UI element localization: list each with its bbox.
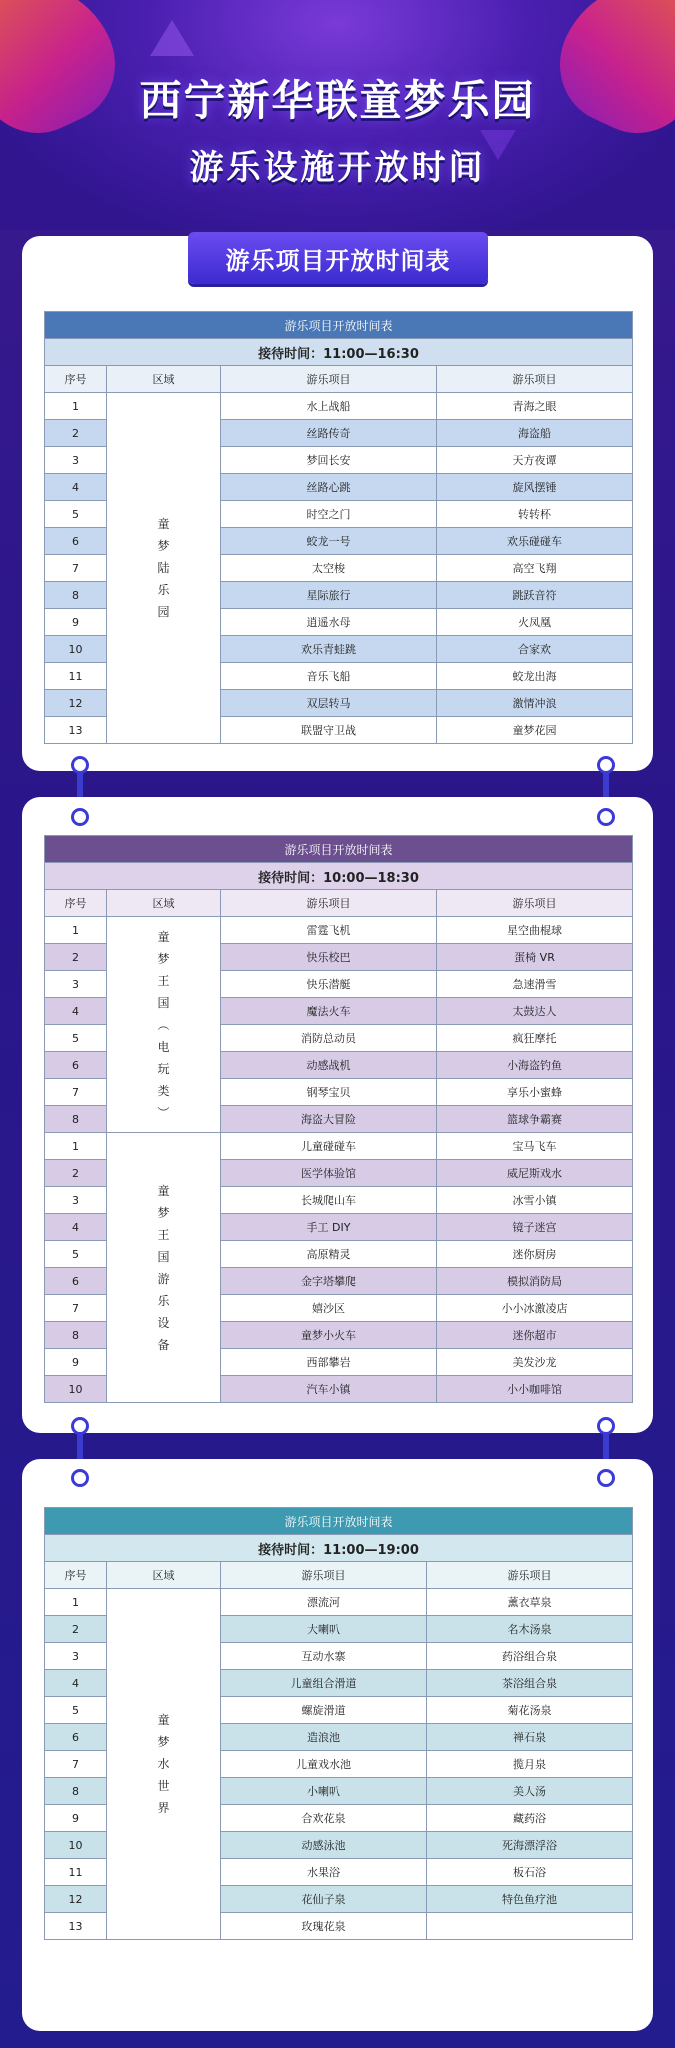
row-number: 2 [45, 944, 107, 971]
col-header-item: 游乐项目 [427, 1562, 633, 1589]
table-title: 游乐项目开放时间表 [45, 1508, 633, 1535]
ride-name: 高原精灵 [221, 1241, 437, 1268]
ride-name: 高空飞翔 [437, 555, 633, 582]
row-number: 5 [45, 1697, 107, 1724]
row-number: 3 [45, 1643, 107, 1670]
schedule-table-3 [44, 1507, 633, 1940]
schedule-card-1 [22, 236, 653, 771]
ride-name: 小小冰激凌店 [437, 1295, 633, 1322]
row-number: 4 [45, 1214, 107, 1241]
row-number: 9 [45, 609, 107, 636]
col-header-item: 游乐项目 [221, 890, 437, 917]
ride-name: 篮球争霸赛 [437, 1106, 633, 1133]
table-title: 游乐项目开放时间表 [45, 836, 633, 863]
row-number: 4 [45, 998, 107, 1025]
row-number: 1 [45, 1133, 107, 1160]
zone-label: 童 梦 王 国 游 乐 设 备 [157, 1183, 170, 1352]
ride-name: 童梦小火车 [221, 1322, 437, 1349]
ride-name: 欢乐碰碰车 [437, 528, 633, 555]
ride-name: 薰衣草泉 [427, 1589, 633, 1616]
row-number: 2 [45, 1160, 107, 1187]
row-number: 11 [45, 1859, 107, 1886]
row-number: 10 [45, 636, 107, 663]
ride-name: 星空曲棍球 [437, 917, 633, 944]
row-number: 10 [45, 1376, 107, 1403]
ride-name: 长城爬山车 [221, 1187, 437, 1214]
page-title: 西宁新华联童梦乐园 [139, 76, 536, 125]
schedule-card-3 [22, 1459, 653, 2031]
row-number: 1 [45, 917, 107, 944]
row-number: 2 [45, 420, 107, 447]
row-number: 7 [45, 1295, 107, 1322]
row-number: 9 [45, 1349, 107, 1376]
row-number: 7 [45, 1079, 107, 1106]
ride-name: 医学体验馆 [221, 1160, 437, 1187]
row-number: 11 [45, 663, 107, 690]
ride-name: 时空之门 [221, 501, 437, 528]
ride-name: 迷你超市 [437, 1322, 633, 1349]
row-number: 8 [45, 582, 107, 609]
ride-name: 儿童碰碰车 [221, 1133, 437, 1160]
ride-name: 动感战机 [221, 1052, 437, 1079]
row-number: 2 [45, 1616, 107, 1643]
ride-name: 大喇叭 [221, 1616, 427, 1643]
binder-ring [71, 1469, 89, 1487]
zone-cell [107, 393, 221, 744]
ride-name: 板石浴 [427, 1859, 633, 1886]
row-number: 8 [45, 1106, 107, 1133]
ride-name: 揽月泉 [427, 1751, 633, 1778]
ride-name: 动感泳池 [221, 1832, 427, 1859]
ride-name: 互动水寨 [221, 1643, 427, 1670]
ride-name: 金字塔攀爬 [221, 1268, 437, 1295]
ride-name: 冰雪小镇 [437, 1187, 633, 1214]
ride-name: 汽车小镇 [221, 1376, 437, 1403]
ride-name: 合家欢 [437, 636, 633, 663]
open-hours: 接待时间：11:00—19:00 [45, 1535, 633, 1562]
ride-name: 急速滑雪 [437, 971, 633, 998]
table-row [45, 1589, 633, 1616]
ride-name: 名木汤泉 [427, 1616, 633, 1643]
triangle-decoration [150, 20, 194, 56]
ride-name: 海盗船 [437, 420, 633, 447]
zone-label: 童 梦 王 国 ︵ 电 玩 类 ︶ [157, 929, 170, 1120]
ride-name: 迷你厨房 [437, 1241, 633, 1268]
ride-name: 激情冲浪 [437, 690, 633, 717]
ride-name: 蛟龙一号 [221, 528, 437, 555]
row-number: 9 [45, 1805, 107, 1832]
row-number: 3 [45, 971, 107, 998]
zone-cell [107, 1133, 221, 1403]
ride-name: 水上战船 [221, 393, 437, 420]
binder-ring [597, 808, 615, 826]
col-header-item: 游乐项目 [221, 1562, 427, 1589]
col-header-no: 序号 [45, 366, 107, 393]
row-number: 12 [45, 690, 107, 717]
ride-name: 联盟守卫战 [221, 717, 437, 744]
ride-name: 美人汤 [427, 1778, 633, 1805]
row-number: 6 [45, 528, 107, 555]
ride-name: 消防总动员 [221, 1025, 437, 1052]
open-hours: 接待时间：10:00—18:30 [45, 863, 633, 890]
ride-name: 青海之眼 [437, 393, 633, 420]
ride-name: 太空梭 [221, 555, 437, 582]
row-number: 8 [45, 1322, 107, 1349]
ride-name: 逍遥水母 [221, 609, 437, 636]
binder-ring [71, 1417, 89, 1435]
row-number: 4 [45, 474, 107, 501]
ride-name: 死海漂浮浴 [427, 1832, 633, 1859]
ride-name: 宝马飞车 [437, 1133, 633, 1160]
row-number: 6 [45, 1052, 107, 1079]
row-number: 13 [45, 717, 107, 744]
ride-name: 菊花汤泉 [427, 1697, 633, 1724]
binder-ring [597, 1417, 615, 1435]
col-header-item: 游乐项目 [221, 366, 437, 393]
col-header-no: 序号 [45, 1562, 107, 1589]
ride-name: 蛟龙出海 [437, 663, 633, 690]
zone-cell [107, 917, 221, 1133]
ride-name: 药浴组合泉 [427, 1643, 633, 1670]
ride-name: 跳跃音符 [437, 582, 633, 609]
row-number: 12 [45, 1886, 107, 1913]
row-number: 6 [45, 1724, 107, 1751]
col-header-item: 游乐项目 [437, 366, 633, 393]
table-title: 游乐项目开放时间表 [45, 312, 633, 339]
ride-name: 旋风摆锤 [437, 474, 633, 501]
row-number: 5 [45, 1025, 107, 1052]
ride-name: 天方夜谭 [437, 447, 633, 474]
ride-name: 快乐潜艇 [221, 971, 437, 998]
ride-name: 音乐飞船 [221, 663, 437, 690]
col-header-item: 游乐项目 [437, 890, 633, 917]
ride-name: 丝路心跳 [221, 474, 437, 501]
ride-name: 西部攀岩 [221, 1349, 437, 1376]
col-header-zone: 区域 [107, 366, 221, 393]
ride-name: 手工 DIY [221, 1214, 437, 1241]
ride-name: 雷霆飞机 [221, 917, 437, 944]
table-row [45, 917, 633, 944]
binder-ring [71, 808, 89, 826]
row-number: 3 [45, 1187, 107, 1214]
binder-ring [597, 1469, 615, 1487]
ride-name [427, 1913, 633, 1940]
zone-label: 童 梦 水 世 界 [157, 1713, 170, 1815]
ride-name: 小小咖啡馆 [437, 1376, 633, 1403]
row-number: 5 [45, 1241, 107, 1268]
page-subtitle: 游乐设施开放时间 [189, 148, 486, 188]
ride-name: 花仙子泉 [221, 1886, 427, 1913]
row-number: 1 [45, 1589, 107, 1616]
ride-name: 禅石泉 [427, 1724, 633, 1751]
zone-label: 童 梦 陆 乐 园 [157, 517, 170, 619]
ride-name: 星际旅行 [221, 582, 437, 609]
ride-name: 造浪池 [221, 1724, 427, 1751]
row-number: 5 [45, 501, 107, 528]
ride-name: 转转杯 [437, 501, 633, 528]
ride-name: 魔法火车 [221, 998, 437, 1025]
binder-ring [71, 756, 89, 774]
ride-name: 水果浴 [221, 1859, 427, 1886]
row-number: 10 [45, 1832, 107, 1859]
ride-name: 太鼓达人 [437, 998, 633, 1025]
table-row [45, 393, 633, 420]
binder-ring [597, 756, 615, 774]
ride-name: 小喇叭 [221, 1778, 427, 1805]
ride-name: 钢琴宝贝 [221, 1079, 437, 1106]
ride-name: 欢乐青蛙跳 [221, 636, 437, 663]
ride-name: 镜子迷宫 [437, 1214, 633, 1241]
ride-name: 蛋椅 VR [437, 944, 633, 971]
ride-name: 双层转马 [221, 690, 437, 717]
row-number: 7 [45, 555, 107, 582]
col-header-zone: 区域 [107, 1562, 221, 1589]
col-header-no: 序号 [45, 890, 107, 917]
ride-name: 丝路传奇 [221, 420, 437, 447]
ride-name: 疯狂摩托 [437, 1025, 633, 1052]
row-number: 1 [45, 393, 107, 420]
ride-name: 美发沙龙 [437, 1349, 633, 1376]
schedule-table-2 [44, 835, 633, 1403]
schedule-card-2 [22, 797, 653, 1433]
hero-banner [0, 0, 675, 230]
card-tag: 游乐项目开放时间表 [188, 232, 488, 284]
ride-name: 小海盗钓鱼 [437, 1052, 633, 1079]
ride-name: 模拟消防局 [437, 1268, 633, 1295]
open-hours: 接待时间：11:00—16:30 [45, 339, 633, 366]
ride-name: 火凤凰 [437, 609, 633, 636]
row-number: 8 [45, 1778, 107, 1805]
ride-name: 藏药浴 [427, 1805, 633, 1832]
table-row [45, 1133, 633, 1160]
ride-name: 茶浴组合泉 [427, 1670, 633, 1697]
ride-name: 梦回长安 [221, 447, 437, 474]
row-number: 4 [45, 1670, 107, 1697]
ride-name: 漂流河 [221, 1589, 427, 1616]
row-number: 6 [45, 1268, 107, 1295]
ride-name: 特色鱼疗池 [427, 1886, 633, 1913]
ride-name: 海盗大冒险 [221, 1106, 437, 1133]
col-header-zone: 区域 [107, 890, 221, 917]
ride-name: 享乐小蜜蜂 [437, 1079, 633, 1106]
ride-name: 玫瑰花泉 [221, 1913, 427, 1940]
row-number: 7 [45, 1751, 107, 1778]
zone-cell [107, 1589, 221, 1940]
ride-name: 合欢花泉 [221, 1805, 427, 1832]
ride-name: 威尼斯戏水 [437, 1160, 633, 1187]
row-number: 3 [45, 447, 107, 474]
schedule-table-1 [44, 311, 633, 744]
ride-name: 快乐校巴 [221, 944, 437, 971]
ride-name: 儿童组合滑道 [221, 1670, 427, 1697]
ride-name: 嬉沙区 [221, 1295, 437, 1322]
ride-name: 螺旋滑道 [221, 1697, 427, 1724]
ride-name: 儿童戏水池 [221, 1751, 427, 1778]
ride-name: 童梦花园 [437, 717, 633, 744]
row-number: 13 [45, 1913, 107, 1940]
